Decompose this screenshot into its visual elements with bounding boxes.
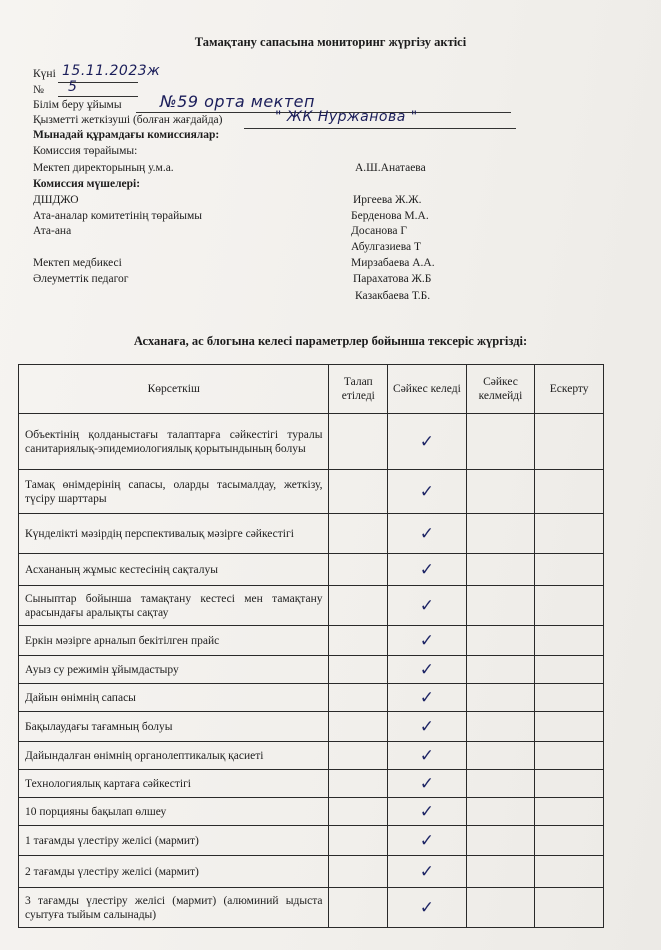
- date-value: 15.11.2023ж: [62, 63, 161, 79]
- row-indicator: Объектінің қолданыстағы талаптарға сәйкестігі туралы санитариялық-эпидемиологиялық қорытындының болуы: [19, 414, 329, 470]
- table-row: [19, 798, 604, 826]
- member-role: Әлеуметтік педагог: [33, 273, 129, 285]
- row-indicator: Технологиялық картаға сәйкестігі: [19, 770, 329, 798]
- member-name: Парахатова Ж.Б: [353, 273, 432, 285]
- check-mark: ✓: [388, 770, 466, 798]
- table-row: [19, 626, 604, 656]
- row-indicator: 1 тағамды үлестіру желісі (мармит): [19, 826, 329, 856]
- check-mark: ✓: [388, 742, 466, 770]
- table-row: [19, 514, 604, 554]
- commission-heading: Мынадай құрамдағы комиссиялар:: [33, 129, 220, 141]
- row-indicator: Тамақ өнімдерінің сапасы, оларды тасымалдау, жеткізу, түсіру шарттары: [19, 470, 329, 514]
- document-title: Тамақтану сапасына мониторинг жүргізу актісі: [194, 35, 467, 49]
- check-mark: ✓: [388, 626, 466, 656]
- member-name: Иргеева Ж.Ж.: [353, 194, 422, 206]
- check-mark: ✓: [388, 798, 466, 826]
- table-row: [19, 770, 604, 798]
- row-indicator: Дайындалған өнімнің органолептикалық қасиеті: [19, 742, 329, 770]
- row-indicator: 10 порцияны бақылап өлшеу: [19, 798, 329, 826]
- member-role: Мектеп медбикесі: [33, 257, 122, 269]
- org-label: Білім беру ұйымы: [33, 99, 122, 111]
- members-heading: Комиссия мүшелері:: [33, 178, 141, 190]
- org-value: №59 орта мектеп: [160, 92, 315, 111]
- check-mark: ✓: [388, 684, 466, 712]
- member-role: ДШДЖО: [33, 194, 79, 206]
- row-indicator: Ауыз су режимін ұйымдастыру: [19, 656, 329, 684]
- table-header-row: [19, 365, 604, 414]
- member-role: Ата-ана: [33, 225, 72, 237]
- table-row: [19, 712, 604, 742]
- table-row: [19, 684, 604, 712]
- date-label: Күні: [33, 68, 56, 80]
- supplier-value: " ЖК Нуржанова ": [275, 109, 418, 125]
- number-underline: [58, 96, 138, 97]
- row-indicator: Асхананың жұмыс кестесінің сақталуы: [19, 554, 329, 586]
- row-indicator: Еркін мәзірге арналып бекітілген прайс: [19, 626, 329, 656]
- table-row: [19, 856, 604, 888]
- table-row: [19, 554, 604, 586]
- number-value: 5: [68, 79, 78, 95]
- member-name: Берденова М.А.: [351, 210, 429, 222]
- check-mark: ✓: [388, 712, 466, 742]
- check-mark: ✓: [388, 554, 466, 586]
- row-indicator: 3 тағамды үлестіру желісі (мармит) (алюминий ыдыста суытуға тыйым салынады): [19, 888, 329, 928]
- col-noncompliant: Сәйкес келмейді: [466, 365, 535, 414]
- chair-label: Комиссия төрайымы:: [33, 145, 138, 157]
- col-required: Талап етіледі: [329, 365, 388, 414]
- table-row: [19, 414, 604, 470]
- check-mark: ✓: [388, 470, 466, 514]
- check-mark: ✓: [388, 586, 466, 626]
- member-name: Мирзабаева А.А.: [351, 257, 435, 269]
- table-row: [19, 470, 604, 514]
- col-compliant: Сәйкес келеді: [388, 365, 466, 414]
- number-label: №: [33, 84, 44, 96]
- row-indicator: 2 тағамды үлестіру желісі (мармит): [19, 856, 329, 888]
- row-indicator: Сыныптар бойынша тамақтану кестесі мен тамақтану арасындағы аралықты сақтау: [19, 586, 329, 626]
- row-indicator: Бақылаудағы тағамның болуы: [19, 712, 329, 742]
- inspection-table: [18, 364, 604, 928]
- col-indicator: Көрсеткіш: [19, 365, 329, 414]
- supplier-label: Қызметті жеткізуші (болған жағдайда): [33, 114, 223, 126]
- member-name: Казакбаева Т.Б.: [355, 290, 431, 302]
- table-row: [19, 888, 604, 928]
- chair-name: А.Ш.Анатаева: [355, 162, 426, 174]
- check-mark: ✓: [388, 856, 466, 888]
- col-note: Ескерту: [535, 365, 604, 414]
- table-row: [19, 742, 604, 770]
- supplier-underline: [244, 128, 516, 129]
- chair-role: Мектеп директорының у.м.а.: [33, 162, 174, 174]
- member-name: Досанова Г: [351, 225, 408, 237]
- check-heading: Асханаға, ас блогына келесі параметрлер бойынша тексеріс жүргізді:: [133, 334, 528, 348]
- check-mark: ✓: [388, 826, 466, 856]
- table-row: [19, 656, 604, 684]
- row-indicator: Күнделікті мәзірдің перспективалық мәзірге сәйкестігі: [19, 514, 329, 554]
- member-role: Ата-аналар комитетінің төрайымы: [33, 210, 202, 222]
- row-indicator: Дайын өнімнің сапасы: [19, 684, 329, 712]
- check-mark: ✓: [388, 414, 466, 470]
- check-mark: ✓: [388, 888, 466, 928]
- member-name: Абулгазиева Т: [351, 241, 422, 253]
- table-row: [19, 586, 604, 626]
- table-row: [19, 826, 604, 856]
- check-mark: ✓: [388, 514, 466, 554]
- check-mark: ✓: [388, 656, 466, 684]
